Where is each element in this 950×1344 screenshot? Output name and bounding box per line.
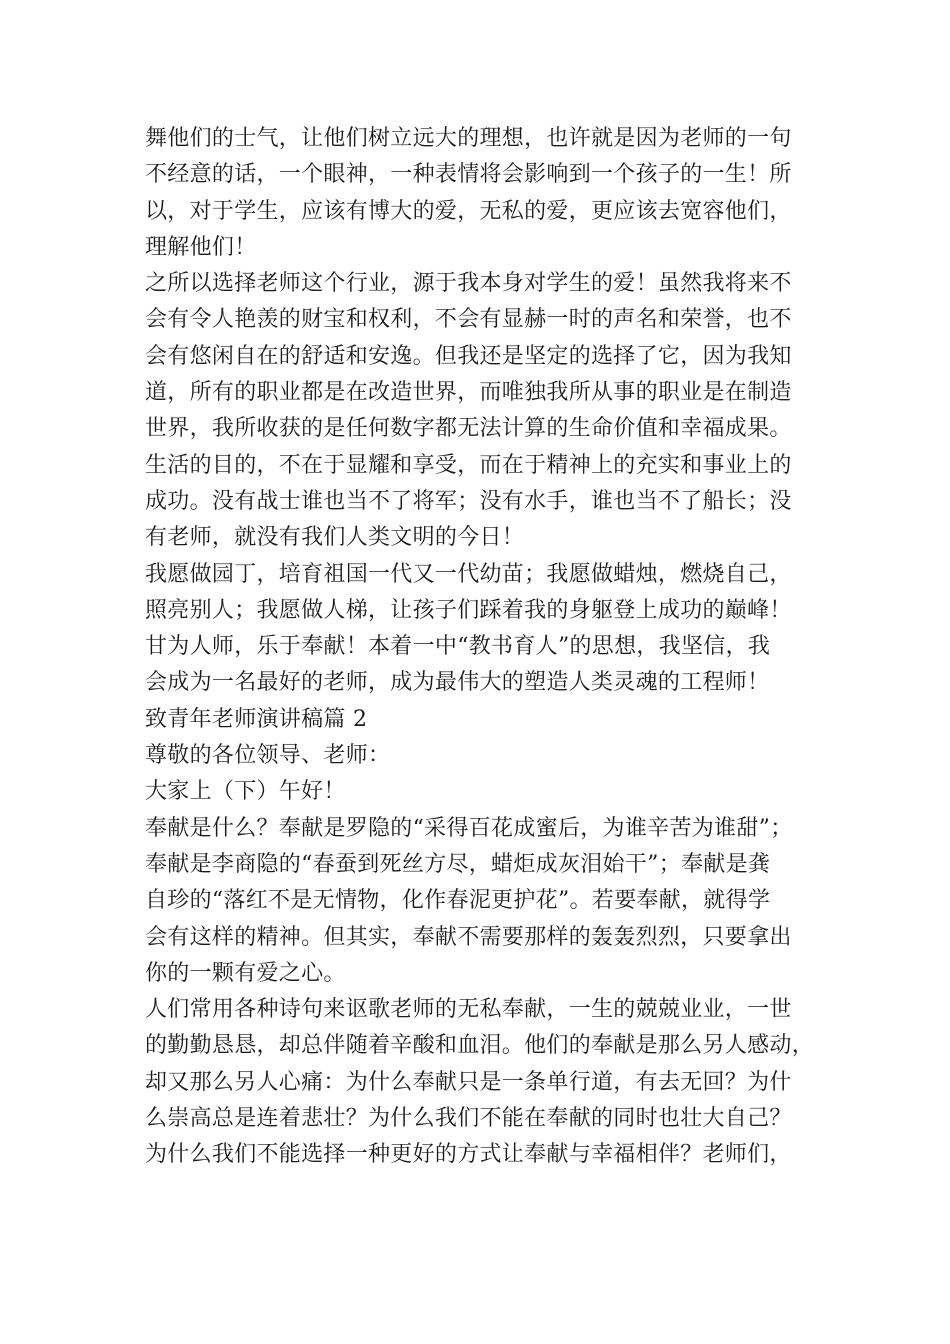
- text-line: 道，所有的职业都是在改造世界，而唯独我所从事的职业是在制造: [145, 380, 792, 406]
- salutation: 尊敬的各位领导、老师：: [145, 743, 391, 769]
- text-line: 会有悠闲自在的舒适和安逸。但我还是坚定的选择了它，因为我知: [145, 343, 792, 369]
- text-line: 却又那么另人心痛：为什么奉献只是一条单行道，有去无回？为什: [145, 1069, 792, 1095]
- text-line: 为什么我们不能选择一种更好的方式让奉献与幸福相伴？老师们，: [145, 1142, 792, 1168]
- section-heading: 致青年老师演讲稿篇 2: [145, 706, 368, 732]
- text-line: 奉献是什么？奉献是罗隐的“采得百花成蜜后，为谁辛苦为谁甜”；: [145, 815, 793, 841]
- text-line: 照亮别人；我愿做人梯，让孩子们踩着我的身躯登上成功的巅峰！: [145, 597, 792, 623]
- text-line: 会有这样的精神。但其实，奉献不需要那样的轰轰烈烈，只要拿出: [145, 924, 792, 950]
- text-line: 我愿做园丁，培育祖国一代又一代幼苗；我愿做蜡烛，燃烧自己，: [145, 561, 792, 587]
- text-line: 甘为人师，乐于奉献！本着一中“教书育人”的思想，我坚信，我: [145, 634, 771, 660]
- text-line: 世界，我所收获的是任何数字都无法计算的生命价值和幸福成果。: [145, 416, 792, 442]
- text-line: 有老师，就没有我们人类文明的今日！: [145, 525, 525, 551]
- text-line: 么崇高总是连着悲壮？为什么我们不能在奉献的同时也壮大自己？: [145, 1106, 792, 1132]
- text-line: 会有令人艳羡的财宝和权利，不会有显赫一时的声名和荣誉，也不: [145, 307, 792, 333]
- greeting: 大家上（下）午好！: [145, 779, 346, 805]
- text-line: 生活的目的，不在于显耀和享受，而在于精神上的充实和事业上的: [145, 452, 792, 478]
- text-line: 以，对于学生，应该有博大的爱，无私的爱，更应该去宽容他们，: [145, 198, 792, 224]
- text-line: 不经意的话，一个眼神，一种表情将会影响到一个孩子的一生！所: [145, 162, 792, 188]
- text-line: 的勤勤恳恳，却总伴随着辛酸和血泪。他们的奉献是那么另人感动，: [145, 1033, 815, 1059]
- text-line: 自珍的“落红不是无情物，化作春泥更护花”。若要奉献，就得学: [145, 888, 771, 914]
- text-line: 之所以选择老师这个行业，源于我本身对学生的爱！虽然我将来不: [145, 271, 792, 297]
- text-line: 人们常用各种诗句来讴歌老师的无私奉献，一生的兢兢业业，一世: [145, 997, 792, 1023]
- text-line: 你的一颗有爱之心。: [145, 960, 346, 986]
- text-line: 理解他们！: [145, 234, 257, 260]
- document-body: [145, 121, 815, 1174]
- text-line: 成功。没有战士谁也当不了将军；没有水手，谁也当不了船长；没: [145, 488, 792, 514]
- text-line: 会成为一名最好的老师，成为最伟大的塑造人类灵魂的工程师！: [145, 670, 770, 696]
- text-line: 舞他们的士气，让他们树立远大的理想，也许就是因为老师的一句: [145, 126, 792, 151]
- text-line: 奉献是李商隐的“春蚕到死丝方尽，蜡炬成灰泪始干”；奉献是龚: [145, 851, 771, 877]
